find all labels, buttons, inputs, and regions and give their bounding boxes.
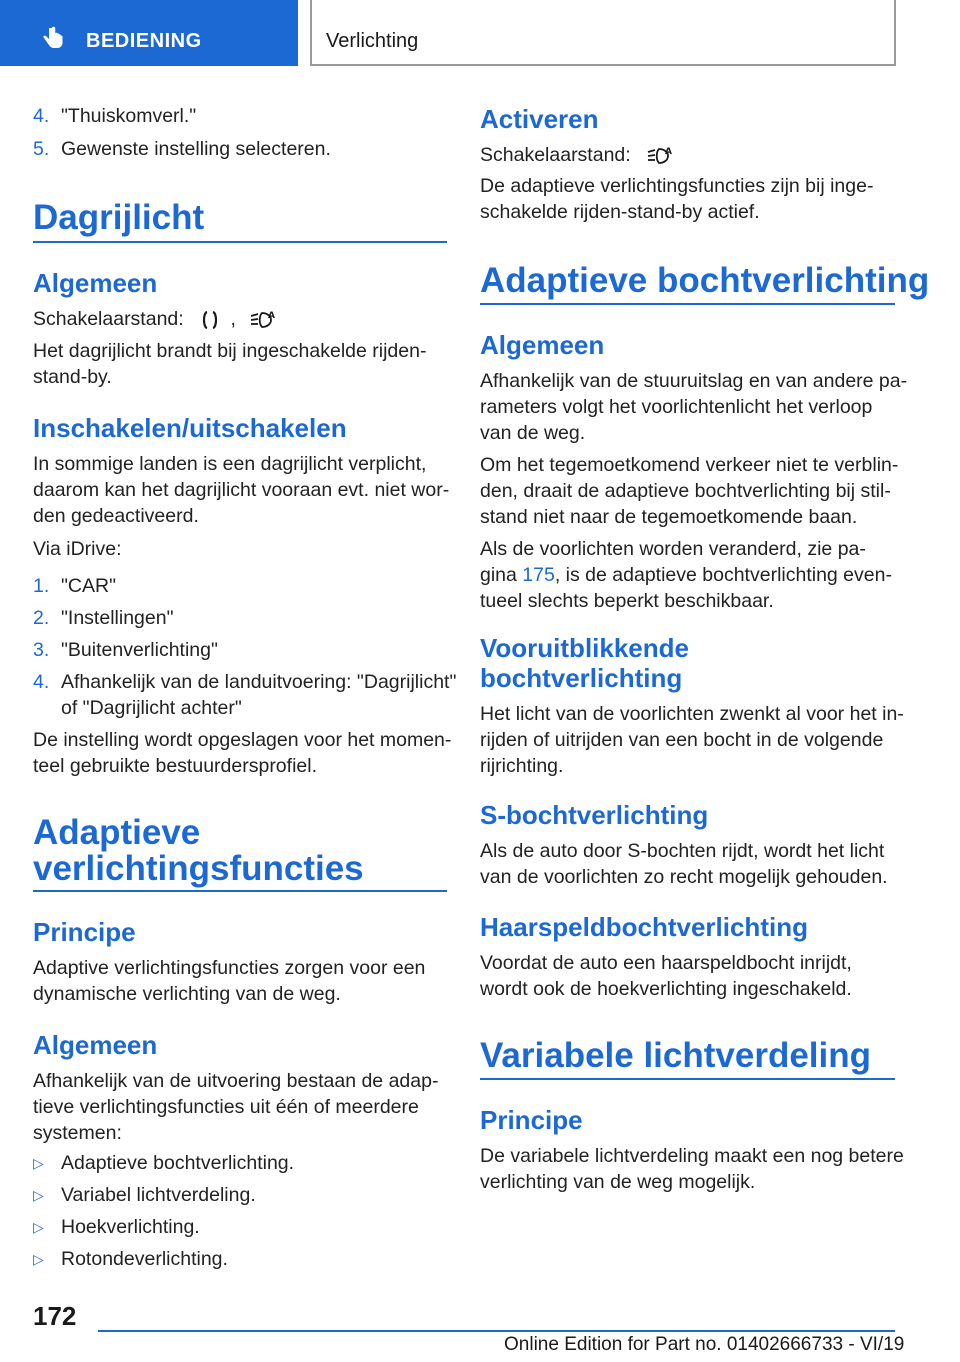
switch-separator: , <box>230 308 236 330</box>
paragraph-line <box>480 562 892 588</box>
paragraph-line: Adaptive verlichtingsfuncties zorgen voor een <box>33 957 426 979</box>
subheading-haarspeld: Haarspeldbochtverlichting <box>480 912 808 942</box>
list-item: Gewenste instelling selecteren. <box>61 138 331 160</box>
paragraph-line: den, draait de adaptieve bochtverlichting bij stil- <box>480 480 891 502</box>
bullet-item: Rotondeverlichting. <box>61 1248 228 1270</box>
heading-adaptieve-line2: verlichtingsfuncties <box>33 849 364 888</box>
parking-light-icon <box>199 308 221 332</box>
list-number: 5. <box>33 138 50 160</box>
list-item: Afhankelijk van de landuitvoering: "Dagrijlicht" <box>61 671 457 693</box>
list-item: "CAR" <box>61 575 117 597</box>
bullet-triangle-icon: ▷ <box>33 1251 44 1267</box>
bullet-triangle-icon: ▷ <box>33 1219 44 1235</box>
subheading-algemeen: Algemeen <box>33 1030 158 1060</box>
paragraph-line: verlichting van de weg mogelijk. <box>480 1171 756 1193</box>
switch-label: Schakelaarstand: <box>33 308 184 330</box>
paragraph-line: De adaptieve verlichtingsfuncties zijn bij inge- <box>480 175 874 197</box>
paragraph-line: schakelde rijden-stand-by actief. <box>480 201 760 223</box>
bullet-triangle-icon: ▷ <box>33 1155 44 1171</box>
auto-headlight-icon <box>249 308 277 332</box>
hand-pointer-icon <box>40 26 66 52</box>
paragraph-line: Als de auto door S-bochten rijdt, wordt het licht <box>480 840 885 862</box>
paragraph-line: Het dagrijlicht brandt bij ingeschakelde rijden- <box>33 340 427 362</box>
paragraph-line: wordt ook de hoekverlichting ingeschakeld. <box>480 978 852 1000</box>
section-tab <box>0 0 298 66</box>
list-number: 4. <box>33 105 50 127</box>
list-item: "Thuiskomverl." <box>61 105 197 127</box>
list-item: "Instellingen" <box>61 607 174 629</box>
edition-label: Online Edition for Part no. 01402666733 - VI/19 <box>504 1334 905 1355</box>
footer-rule <box>98 1330 895 1332</box>
paragraph-line: Om het tegemoetkomend verkeer niet te verblin- <box>480 454 899 476</box>
paragraph-line: stand-by. <box>33 366 112 388</box>
svg-text:A: A <box>268 310 276 321</box>
subheading-activeren: Activeren <box>480 104 599 134</box>
paragraph-line: Afhankelijk van de stuuruitslag en van andere pa- <box>480 370 908 392</box>
paragraph-line: tieve verlichtingsfuncties uit één of meerdere <box>33 1096 419 1118</box>
switch-position-line <box>33 306 277 332</box>
bullet-triangle-icon: ▷ <box>33 1187 44 1203</box>
switch-position-line <box>480 142 674 168</box>
page-reference-link[interactable]: 175 <box>522 564 555 586</box>
paragraph-line: stand niet naar de tegemoetkomende baan. <box>480 506 858 528</box>
heading-rule <box>480 303 895 305</box>
paragraph-line: Voordat de auto een haarspeldbocht inrijdt, <box>480 952 852 974</box>
paragraph-line: den gedeactiveerd. <box>33 505 199 527</box>
paragraph-line: systemen: <box>33 1122 122 1144</box>
bullet-item: Adaptieve bochtverlichting. <box>61 1152 295 1174</box>
topic-label: Verlichting <box>326 30 419 52</box>
text-fragment: , is de adaptieve bochtverlichting even- <box>554 564 892 586</box>
paragraph-line: De instelling wordt opgeslagen voor het momen- <box>33 729 452 751</box>
heading-adaptieve-line1: Adaptieve <box>33 813 201 852</box>
heading-dagrijlicht: Dagrijlicht <box>33 198 205 237</box>
auto-headlight-icon <box>646 144 674 168</box>
svg-text:A: A <box>665 146 673 157</box>
heading-bochtverlichting: Adaptieve bochtverlichting <box>480 261 930 300</box>
list-number: 3. <box>33 639 50 661</box>
text-fragment: gina <box>480 564 523 586</box>
paragraph-line: daarom kan het dagrijlicht vooraan evt. niet wor- <box>33 479 450 501</box>
subheading-inschakelen: Inschakelen/uitschakelen <box>33 413 347 443</box>
subheading-vooruitblikkende: Vooruitblikkende <box>480 633 689 663</box>
subheading-principe: Principe <box>33 917 136 947</box>
list-number: 4. <box>33 671 50 693</box>
page-number: 172 <box>33 1301 77 1331</box>
paragraph-line: van de weg. <box>480 422 586 444</box>
list-number: 1. <box>33 575 50 597</box>
heading-rule <box>33 241 447 243</box>
list-number: 2. <box>33 607 50 629</box>
paragraph-line: Als de voorlichten worden veranderd, zie pa- <box>480 538 866 560</box>
list-item-continued: of "Dagrijlicht achter" <box>61 697 242 719</box>
paragraph-line: Afhankelijk van de uitvoering bestaan de adap- <box>33 1070 439 1092</box>
subheading-vooruitblikkende-line2: bochtverlichting <box>480 663 683 693</box>
paragraph-line: tueel slechts beperkt beschikbaar. <box>480 590 774 612</box>
switch-label: Schakelaarstand: <box>480 144 631 166</box>
heading-variabele: Variabele lichtverdeling <box>480 1036 871 1075</box>
via-idrive-label: Via iDrive: <box>33 538 122 560</box>
paragraph-line: rijden of uitrijden van een bocht in de volgende <box>480 729 884 751</box>
list-item: "Buitenverlichting" <box>61 639 218 661</box>
heading-rule <box>33 890 447 892</box>
paragraph-line: teel gebruikte bestuurdersprofiel. <box>33 755 317 777</box>
bullet-item: Hoekverlichting. <box>61 1216 200 1238</box>
topic-tab <box>310 0 896 66</box>
paragraph-line: van de voorlichten zo recht mogelijk gehouden. <box>480 866 888 888</box>
subheading-principe: Principe <box>480 1105 583 1135</box>
paragraph-line: Het licht van de voorlichten zwenkt al voor het in- <box>480 703 904 725</box>
subheading-algemeen: Algemeen <box>33 268 158 298</box>
heading-rule <box>480 1078 895 1080</box>
paragraph-line: rijrichting. <box>480 755 564 777</box>
section-label: BEDIENING <box>86 30 202 52</box>
paragraph-line: rameters volgt het voorlichtenlicht het verloop <box>480 396 873 418</box>
page-header <box>0 0 960 66</box>
bullet-item: Variabel lichtverdeling. <box>61 1184 256 1206</box>
paragraph-line: dynamische verlichting van de weg. <box>33 983 341 1005</box>
paragraph-line: In sommige landen is een dagrijlicht verplicht, <box>33 453 427 475</box>
subheading-algemeen: Algemeen <box>480 330 605 360</box>
subheading-s-bocht: S-bochtverlichting <box>480 800 709 830</box>
paragraph-line: De variabele lichtverdeling maakt een nog betere <box>480 1145 904 1167</box>
